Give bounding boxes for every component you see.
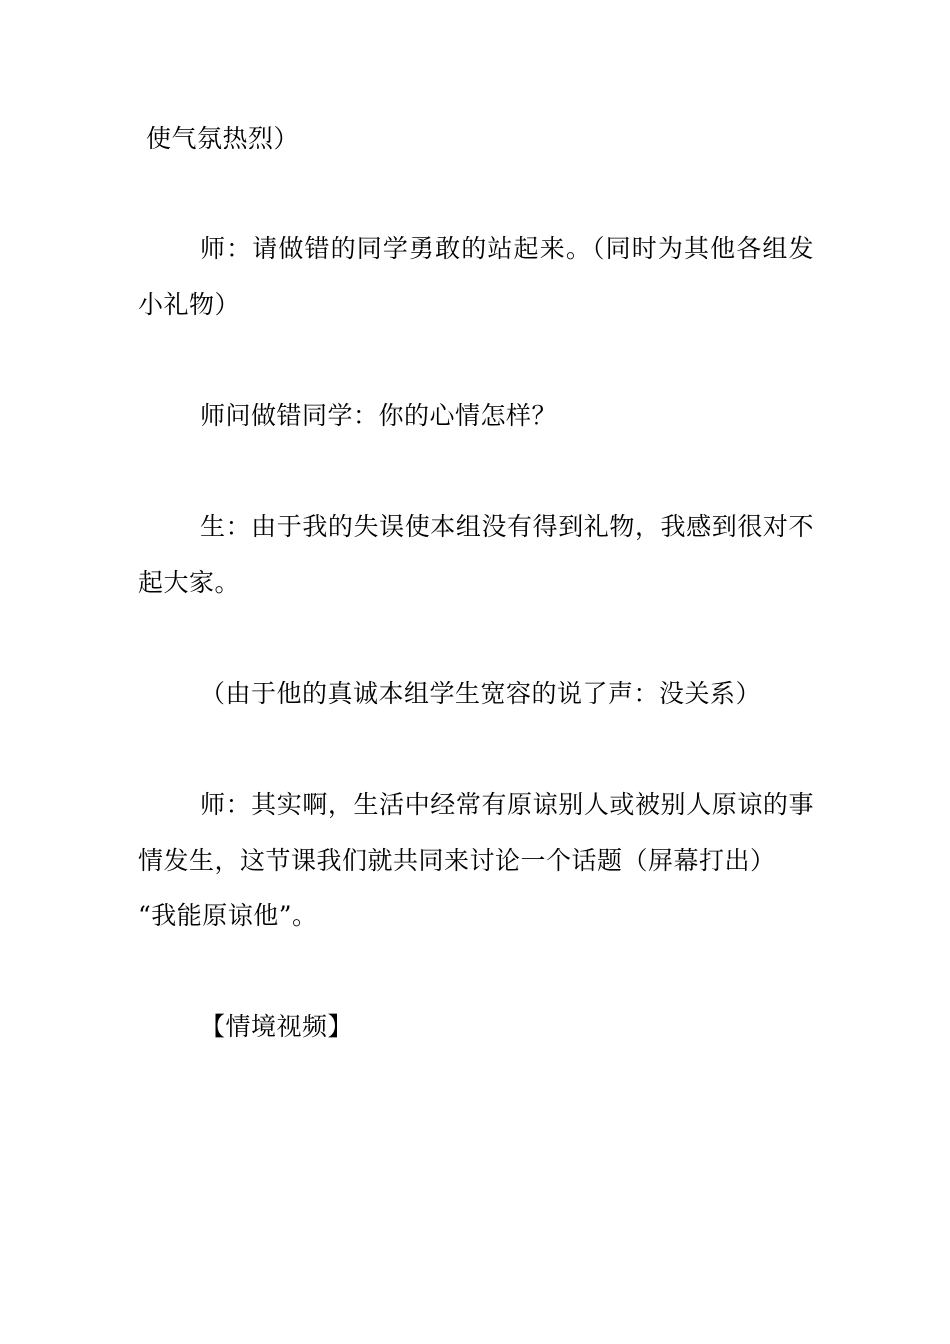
paragraph-line: 小礼物） [138,290,241,319]
paragraph-line: 师：其实啊，生活中经常有原谅别人或被别人原谅的事 [200,790,814,819]
paragraph-line: 师问做错同学：你的心情怎样？ [200,401,558,430]
paragraph-line: 师：请做错的同学勇敢的站起来。（同时为其他各组发 [200,234,814,263]
paragraph-line: 情发生，这节课我们就共同来讨论一个话题（屏幕打出） [138,846,776,875]
paragraph-line: 生：由于我的失误使本组没有得到礼物，我感到很对不 [200,512,814,541]
paragraph-line: （由于他的真诚本组学生宽容的说了声：没关系） [200,679,762,708]
paragraph-line: 【情境视频】 [200,1012,354,1041]
paragraph-line: 起大家。 [138,568,241,597]
paragraph-line: “我能原谅他”。 [138,901,318,930]
paragraph-line: 使气氛热烈） [146,124,300,153]
